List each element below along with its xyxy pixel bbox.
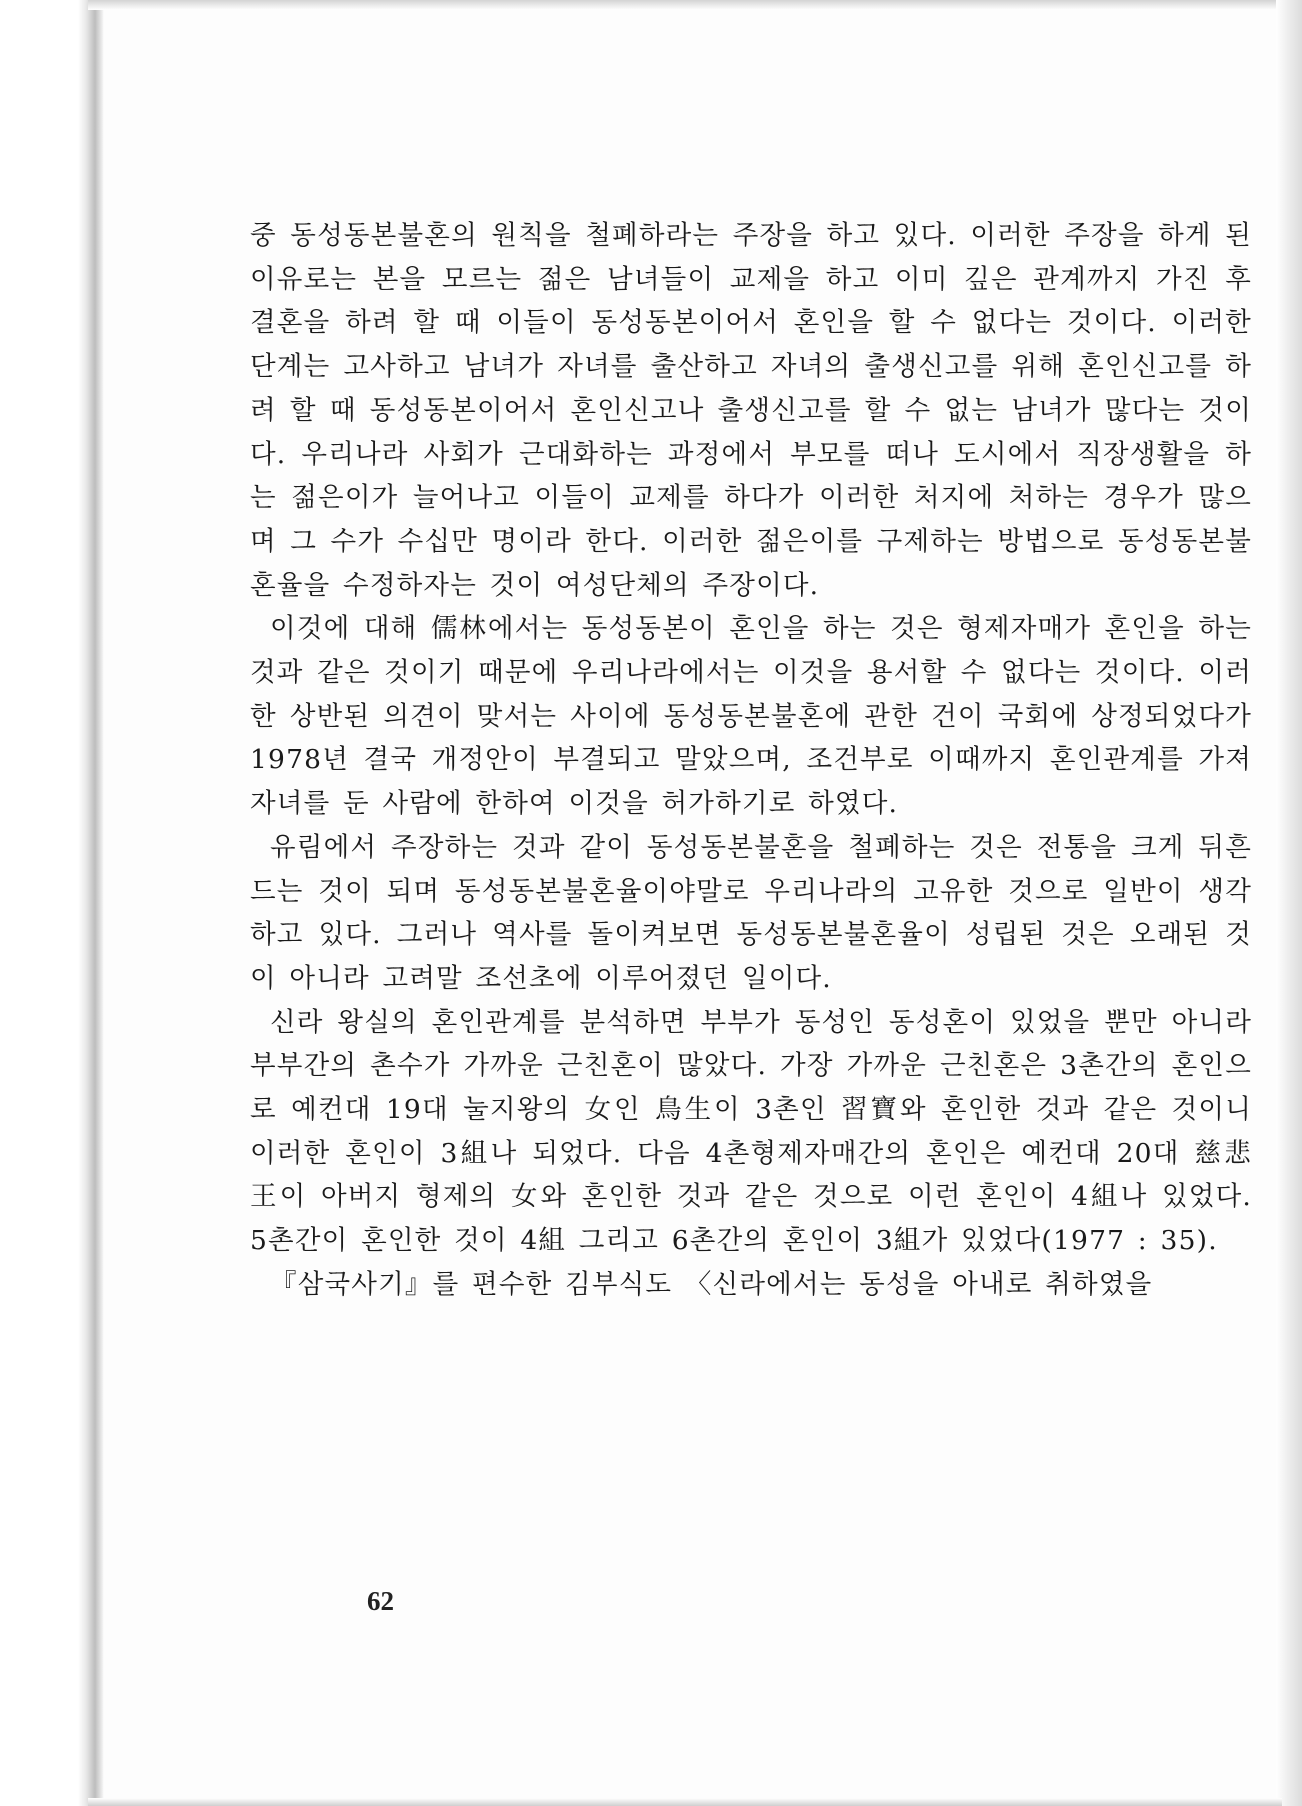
page-number: 62 — [367, 1586, 394, 1616]
book-bottom-edge — [88, 1798, 1282, 1806]
paragraph: 중 동성동본불혼의 원칙을 철폐하라는 주장을 하고 있다. 이러한 주장을 하게 된 이유로는 본을 모르는 젊은 남녀들이 교제을 하고 이미 깊은 관계까지 가진 후 결혼을 하려 할 때 이들이 동성동본이어서 혼인을 할 수 없다는 것이다. 이러한 단계는 고사하고 남녀가 자녀를 출산하고 자녀의 출생신고를 위해 혼인신고를 하려 할 때 동성동본이어서 혼인신고나 출생신고를 할 수 없는 남녀가 많다는 것이다. 우리나라 사회가 근대화하는 과정에서 부모를 떠나 도시에서 직장생활을 하는 젊은이가 늘어나고 이들이 교제를 하다가 이러한 처지에 처하는 경우가 많으며 그 수가 수십만 명이라 한다. 이러한 젊은이를 구제하는 방법으로 동성동본불혼율을 수정하자는 것이 여성단체의 주장이다. — [250, 220, 1252, 601]
paragraph: 이것에 대해 儒林에서는 동성동본이 혼인을 하는 것은 형제자매가 혼인을 하는 것과 같은 것이기 때문에 우리나라에서는 이것을 용서할 수 없다는 것이다. 이러한 상반된 의견이 맞서는 사이에 동성동본불혼에 관한 건이 국회에 상정되었다가 1978년 결국 개정안이 부결되고 말았으며, 조건부로 이때까지 혼인관계를 가져 자녀를 둔 사람에 한하여 이것을 허가하기로 하였다. — [250, 613, 1252, 820]
body-text — [250, 214, 1252, 1307]
book-page — [104, 10, 1276, 1798]
paragraph: 유림에서 주장하는 것과 같이 동성동본불혼을 철폐하는 것은 전통을 크게 뒤흔드는 것이 되며 동성동본불혼율이야말로 우리나라의 고유한 것으로 일반이 생각하고 있다. 그러나 역사를 돌이켜보면 동성동본불혼율이 성립된 것은 오래된 것이 아니라 고려말 조선초에 이루어졌던 일이다. — [250, 831, 1252, 994]
paragraph: 『삼국사기』를 편수한 김부식도 〈신라에서는 동성을 아내로 취하였을 — [270, 1268, 1153, 1300]
book-top-edge — [88, 0, 1282, 10]
book-right-edge — [1276, 0, 1302, 1806]
book-spine-edge — [0, 0, 104, 1806]
paragraph: 신라 왕실의 혼인관계를 분석하면 부부가 동성인 동성혼이 있었을 뿐만 아니라 부부간의 촌수가 가까운 근친혼이 많았다. 가장 가까운 근친혼은 3촌간의 혼인으로 예컨대 19대 눌지왕의 女인 鳥生이 3촌인 習寶와 혼인한 것과 같은 것이니 이러한 혼인이 3組나 되었다. 다음 4촌형제자매간의 혼인은 예컨대 20대 慈悲王이 아버지 형제의 女와 혼인한 것과 같은 것으로 이런 혼인이 4組나 있었다. 5촌간이 혼인한 것이 4組 그리고 6촌간의 혼인이 3組가 있었다(1977 : 35). — [250, 1006, 1252, 1257]
